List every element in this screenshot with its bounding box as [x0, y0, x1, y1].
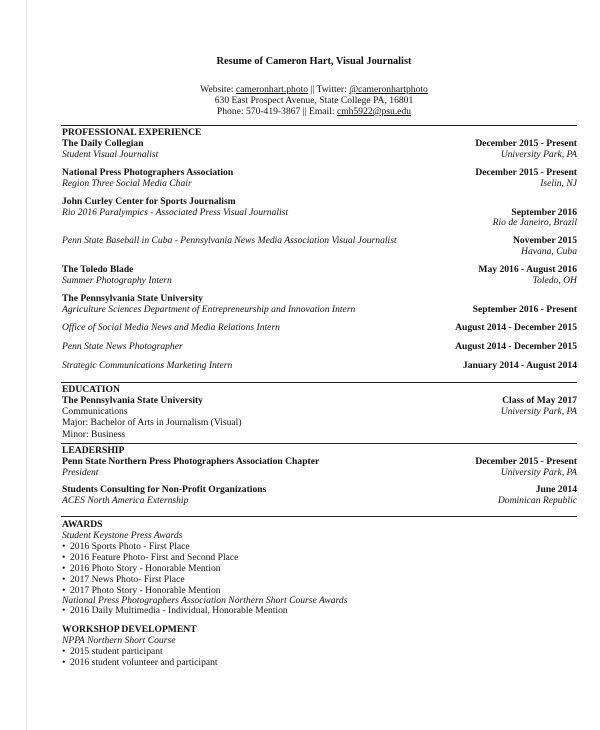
exp-role: Summer Photography Intern	[62, 275, 172, 286]
exp-date: November 2015	[512, 235, 577, 246]
exp-org: The Daily Collegian	[62, 138, 144, 149]
exp-place: Havana, Cuba	[521, 246, 577, 257]
exp-date: August 2014 - December 2015	[455, 341, 577, 352]
award-item: • 2016 Feature Photo- First and Second Place	[62, 552, 239, 563]
exp-role: Rio 2016 Paralympics - Associated Press Visual Journalist	[62, 207, 289, 218]
award-item: • 2017 Photo Story - Honorable Mention	[62, 585, 221, 596]
section-divider	[61, 443, 577, 444]
awards-group: Student Keystone Press Awards	[62, 530, 183, 541]
award-item: • 2016 Photo Story - Honorable Mention	[62, 563, 221, 574]
exp-role: Student Visual Journalist	[62, 149, 159, 160]
lead-role: ACES North America Externship	[62, 495, 189, 506]
exp-place: Toledo, OH	[532, 275, 577, 286]
lead-date: December 2015 - Present	[475, 456, 577, 467]
contact-line-phone: Phone: 570-419-3867 || Email: cmh5922@psu.edu	[216, 106, 412, 117]
contact-address: 630 East Prospect Avenue, State College PA, 16801	[214, 95, 414, 106]
exp-role: Penn State News Photographer	[62, 341, 183, 352]
exp-date: January 2014 - August 2014	[462, 360, 577, 371]
edu-place: University Park, PA	[500, 406, 577, 417]
leadership-heading: LEADERSHIP	[62, 445, 125, 456]
awards-group: National Press Photographers Association Northern Short Course Awards	[62, 595, 348, 606]
section-divider	[61, 125, 577, 126]
lead-org: Penn State Northern Press Photographers Association Chapter	[62, 456, 320, 467]
exp-role: Agriculture Sciences Department of Entrepreneurship and Innovation Intern	[62, 304, 356, 315]
workshop-heading: WORKSHOP DEVELOPMENT	[62, 624, 197, 635]
edu-line: Communications	[62, 406, 128, 417]
exp-date: August 2014 - December 2015	[455, 322, 577, 333]
workshop-group: NPPA Northern Short Course	[62, 635, 176, 646]
exp-org: National Press Photographers Association	[62, 167, 234, 178]
contact-line-web: Website: cameronhart.photo || Twitter: @cameronhartphoto	[200, 84, 428, 95]
exp-role: Penn State Baseball in Cuba - Pennsylvania News Media Association Visual Journalist	[62, 235, 397, 246]
lead-place: Dominican Republic	[497, 495, 577, 506]
exp-role: Office of Social Media News and Media Relations Intern	[62, 322, 280, 333]
section-divider	[61, 382, 577, 383]
resume-title: Resume of Cameron Hart, Visual Journalist	[216, 56, 412, 67]
award-item: • 2017 News Photo- First Place	[62, 574, 185, 585]
lead-role: President	[62, 467, 99, 478]
exp-date: May 2016 - August 2016	[478, 264, 577, 275]
workshop-item: • 2016 student volunteer and participant	[62, 657, 218, 668]
experience-heading: PROFESSIONAL EXPERIENCE	[62, 127, 202, 138]
exp-org: The Toledo Blade	[62, 264, 134, 275]
exp-role: Strategic Communications Marketing Intern	[62, 360, 233, 371]
lead-org: Students Consulting for Non-Profit Organizations	[62, 484, 267, 495]
exp-place: University Park, PA	[500, 149, 577, 160]
website-link[interactable]: cameronhart.photo	[235, 84, 309, 95]
exp-place: Rio de Janeiro, Brazil	[492, 217, 577, 228]
lead-date: June 2014	[535, 484, 577, 495]
edu-line: Minor: Business	[62, 429, 126, 440]
award-item: • 2016 Sports Photo - First Place	[62, 541, 190, 552]
award-item: • 2016 Daily Multimedia - Individual, Honorable Mention	[62, 605, 288, 616]
twitter-link[interactable]: @cameronhartphoto	[349, 84, 428, 95]
exp-org: The Pennsylvania State University	[62, 293, 203, 304]
email-link[interactable]: cmh5922@psu.edu	[336, 106, 412, 117]
workshop-item: • 2015 student participant	[62, 646, 163, 657]
exp-place: Iselin, NJ	[540, 178, 577, 189]
edu-org: The Pennsylvania State University	[62, 395, 203, 406]
section-divider	[61, 516, 577, 517]
exp-role: Region Three Social Media Chair	[62, 178, 192, 189]
exp-date: December 2015 - Present	[475, 167, 577, 178]
education-heading: EDUCATION	[62, 384, 120, 395]
awards-heading: AWARDS	[62, 519, 103, 530]
lead-place: University Park, PA	[500, 467, 577, 478]
exp-date: December 2015 - Present	[475, 138, 577, 149]
exp-date: September 2016 - Present	[472, 304, 577, 315]
edu-line: Major: Bachelor of Arts in Journalism (Visual)	[62, 417, 242, 428]
resume-page	[26, 0, 600, 730]
exp-date: September 2016	[511, 207, 577, 218]
exp-org: John Curley Center for Sports Journalism	[62, 196, 236, 207]
edu-date: Class of May 2017	[502, 395, 577, 406]
